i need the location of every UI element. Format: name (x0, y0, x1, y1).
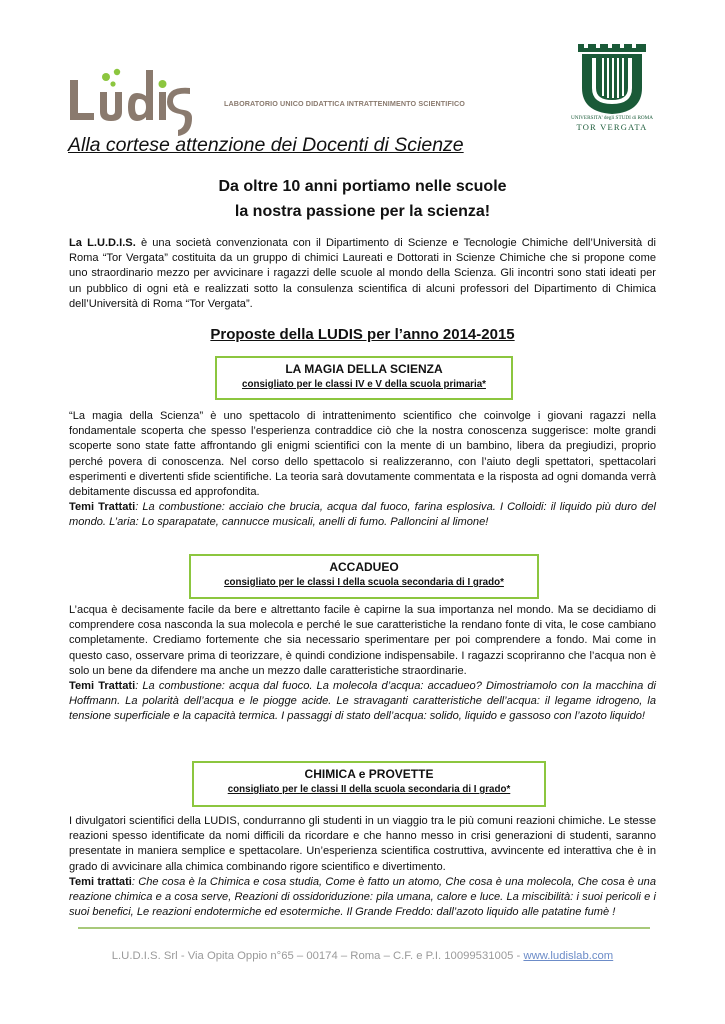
section-body-text: I divulgatori scientifici della LUDIS, condurranno gli studenti in un viaggio tra le più comuni reazioni chimiche. Le stesse reazioni spesso identificate da nomi difficili da ricordare e che hanno messo in crisi generazioni di studenti, saranno presentate in maniera semplice e spettacolare. Un’esperienza scientifica costruttiva, avvincente ed interattiva che è in grado di avvicinare alla chimica combinando rigore scientifico e divertimento. (69, 815, 656, 873)
footer-divider (78, 927, 650, 929)
intro-lead: La L.U.D.I.S. (69, 237, 136, 249)
intro-text: è una società convenzionata con il Dipartimento di Scienze e Tecnologie Chimiche dell’Università di Roma “Tor Vergata” costituita da un gruppo di chimici Laureati e Dottorati in Scienze Chimiche che si propone come uno straordinario mezzo per avvicinare i ragazzi delle scuole al mondo della Scienza. Gli incontri sono stati ideati per un pubblico di ogni età e realizzati sotto la consulenza scientifica di alcuni professori del Dipartimento di Chimica dell’Università di Roma “Tor Vergata”. (69, 237, 656, 310)
website-link[interactable]: www.ludislab.com (523, 950, 614, 962)
logo-subtitle: LABORATORIO UNICO DIDATTICA INTRATTENIMENTO SCIENTIFICO (224, 99, 465, 108)
section-title: LA MAGIA DELLA SCIENZA (285, 362, 443, 376)
page-title: Alla cortese attenzione dei Docenti di Scienze (68, 134, 464, 156)
ludis-logo (66, 62, 226, 140)
section-box-chimica (192, 761, 546, 807)
section-body-magia (69, 409, 656, 531)
topics-text: : Che cosa è la Chimica e cosa studia, Come è fatto un atomo, Che cosa è una molecola, Che cosa è una reazione chimica e a cosa serve, Reazioni di ossidoriduzione: pila umana, calore e luce. La miscibilità: i suoi pericoli e i suoi benefici, Le reazioni endotermiche ed esotermiche. Il Grande Freddo: dall’azoto liquido alle patatine fumè ! (69, 875, 656, 919)
section-subtitle: consigliato per le classi II della scuola secondaria di I grado* (227, 784, 511, 795)
section-subtitle: consigliato per le classi I della scuola secondaria di I grado* (224, 577, 504, 588)
footer-text: L.U.D.I.S. Srl - Via Opita Oppio n°65 – 00174 – Roma – C.F. e P.I. 10099531005 - (111, 950, 524, 962)
intro-paragraph (69, 236, 656, 312)
section-body-text: L’acqua è decisamente facile da bere e altrettanto facile è capirne la sua importanza nel mondo. Ma se decidiamo di comprendere cosa nasconda la sua molecola e perché le sue caratteristiche la rendano fonte di vita, le cose cambiano completamente. Crediamo fortemente che sia necessario sperimentare per poi comprendere a fondo. Mai come in questo caso, osservare prima di teorizzare, è quindi condizione indispensabile. I ragazzi scopriranno che l’acqua non è solo un bene da difendere ma anche un mezzo dalle caratteristiche straordinarie. (69, 604, 656, 677)
section-title: ACCADUEO (329, 560, 399, 574)
proposals-title: Proposte della LUDIS per l’anno 2014-2015 (210, 326, 515, 343)
topics-label: Temi Trattati (69, 501, 136, 514)
topics-label: Temi Trattati (69, 680, 136, 693)
section-title: CHIMICA e PROVETTE (304, 767, 434, 781)
section-body-text: “La magia della Scienza” è uno spettacolo di intrattenimento scientifico che coinvolge i giovani ragazzi nella fondamentale scoperta che spesso l’esperienza contraddice ciò che la nostra conoscenza suggerisce: molte grandi scoperte sono state fatte affrontando gli enigmi scientifici con la mente di un bambino, libera da pregiudizi, proprio perché povera di conoscenza. Nel corso dello spettacolo si realizzeranno, con l’aiuto degli spettatori, spettacolari esperimenti e divertenti sfide scientifiche. La teoria sarà dovutamente commentata e la risposta ad ogni domanda verrà debitamente discussa ed approfondita. (69, 410, 656, 499)
section-body-accadueo (69, 603, 656, 725)
section-box-accadueo (189, 554, 539, 599)
topics-label: Temi trattati (69, 875, 132, 888)
topics-text: : La combustione: acciaio che brucia, acqua dal fuoco, farina esplosiva. I Colloidi: il liquido più duro del mondo. L’aria: Lo sparapatate, cannucce musicali, anelli di fumo. Palloncini al limone! (69, 501, 657, 529)
university-campus: TOR VERGATA (576, 122, 648, 132)
ludis-logo-graphic (66, 62, 226, 140)
section-body-chimica (69, 814, 656, 920)
headline-line1: Da oltre 10 anni portiamo nelle scuole (218, 178, 507, 195)
topics-text: : La combustione: acqua dal fuoco. La molecola d’acqua: accadueo? Dimostriamolo con la macchina di Hoffmann. La polarità dell’acqua e le piogge acide. Le stravaganti caratteristiche dell’acqua: il legame idrogeno, la tensione superficiale e la capacità termica. I passaggi di stato dell’acqua: solido, liquido e gassoso con l’azoto liquido! (69, 680, 657, 723)
section-box-magia (215, 356, 513, 400)
section-subtitle: consigliato per le classi IV e V della scuola primaria* (242, 379, 486, 390)
university-name: UNIVERSITA' degli STUDI di ROMA (570, 115, 654, 121)
footer (60, 950, 665, 962)
headline-line2: la nostra passione per la scienza! (234, 203, 491, 220)
